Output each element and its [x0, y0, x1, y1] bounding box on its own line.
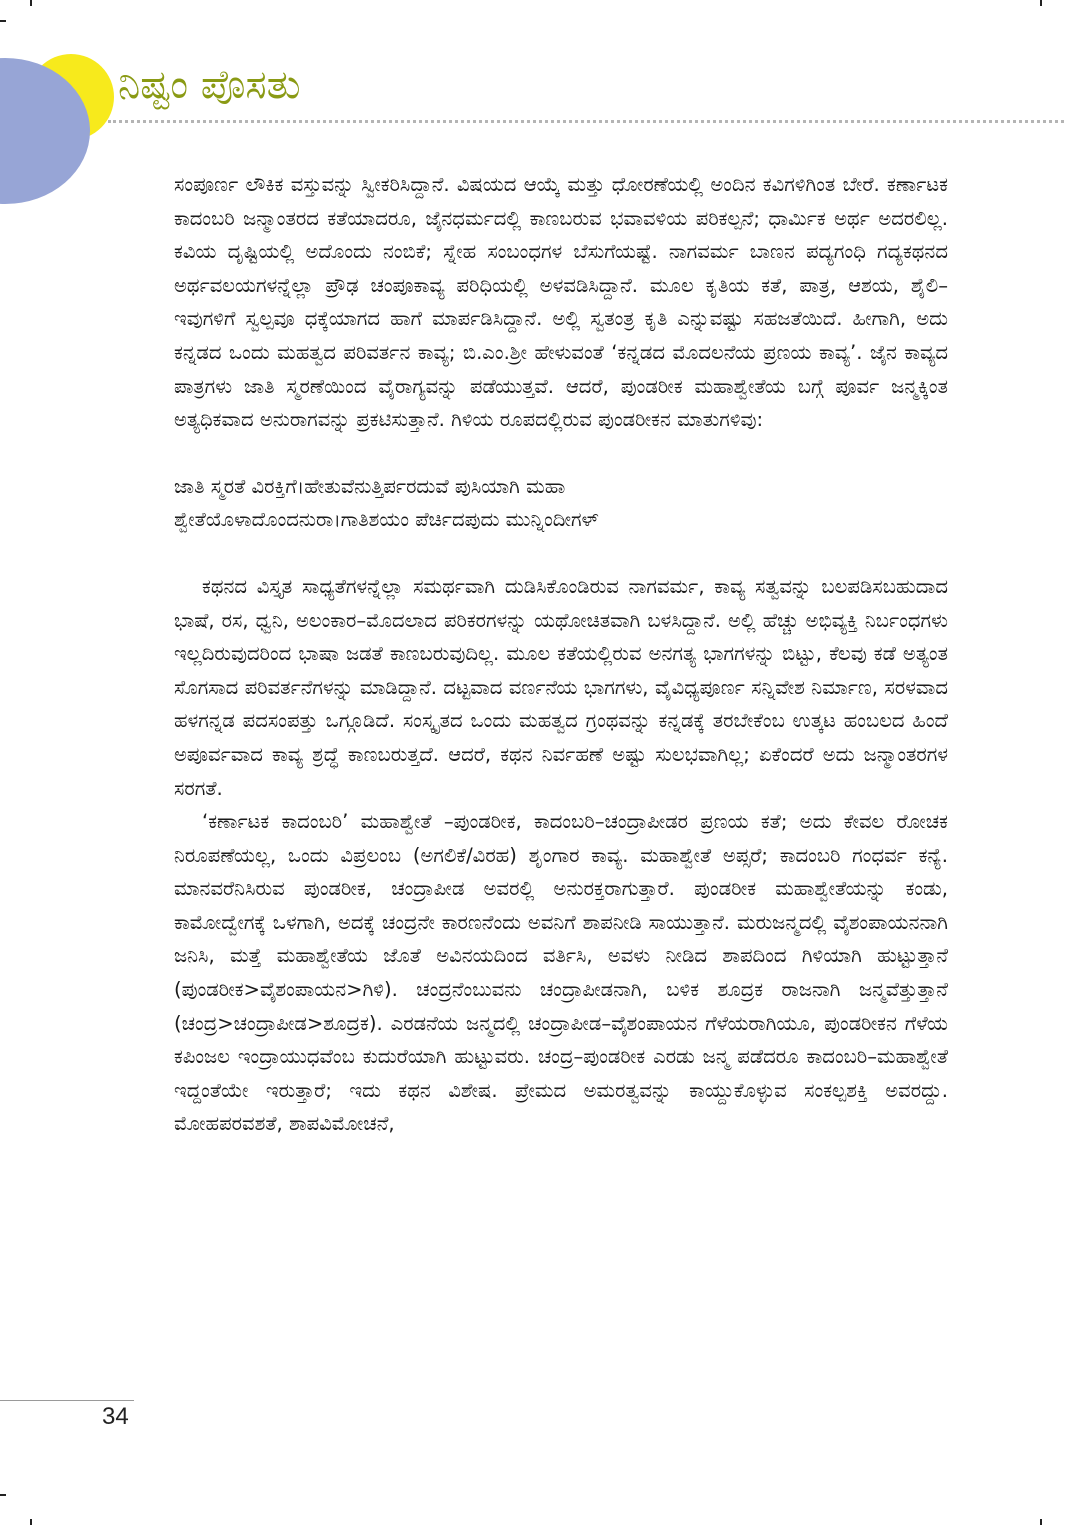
crop-mark [1040, 1519, 1042, 1525]
spacer [174, 437, 948, 470]
paragraph-1: ಸಂಪೂರ್ಣ ಲೌಕಿಕ ವಸ್ತುವನ್ನು ಸ್ವೀಕರಿಸಿದ್ದಾನೆ. ವಿಷಯದ ಆಯ್ಕೆ ಮತ್ತು ಧೋರಣೆಯಲ್ಲಿ ಅಂದಿನ ಕವಿಗಳಿಗಿಂತ ಬೇರೆ. ಕರ್ಣಾಟಕ ಕಾದಂಬರಿ ಜನ್ಮಾಂತರದ ಕತೆಯಾದರೂ, ಜೈನಧರ್ಮದಲ್ಲಿ ಕಾಣಬರುವ ಭವಾವಳಿಯ ಪರಿಕಲ್ಪನೆ; ಧಾರ್ಮಿಕ ಅರ್ಥ ಅದರಲಿಲ್ಲ. ಕವಿಯ ದೃಷ್ಟಿಯಲ್ಲಿ ಅದೊಂದು ನಂಬಿಕೆ; ಸ್ನೇಹ ಸಂಬಂಧಗಳ ಬೆಸುಗೆಯಷ್ಟೆ. ನಾಗವರ್ಮ ಬಾಣನ ಪದ್ಯಗಂಧಿ ಗದ್ಯಕಥನದ ಅರ್ಥವಲಯಗಳನ್ನೆಲ್ಲಾ ಪ್ರೌಢ ಚಂಪೂಕಾವ್ಯ ಪರಿಧಿಯಲ್ಲಿ ಅಳವಡಿಸಿದ್ದಾನೆ. ಮೂಲ ಕೃತಿಯ ಕತೆ, ಪಾತ್ರ, ಆಶಯ, ಶೈಲಿ–ಇವುಗಳಿಗೆ ಸ್ವಲ್ಪವೂ ಧಕ್ಕೆಯಾಗದ ಹಾಗೆ ಮಾರ್ಪಡಿಸಿದ್ದಾನೆ. ಅಲ್ಲಿ ಸ್ವತಂತ್ರ ಕೃತಿ ಎನ್ನುವಷ್ಟು ಸಹಜತೆಯಿದೆ. ಹೀಗಾಗಿ, ಅದು ಕನ್ನಡದ ಒಂದು ಮಹತ್ವದ ಪರಿವರ್ತನ ಕಾವ್ಯ; ಬಿ.ಎಂ.ಶ್ರೀ ಹೇಳುವಂತೆ ‘ಕನ್ನಡದ ಮೊದಲನೆಯ ಪ್ರಣಯ ಕಾವ್ಯ’. ಜೈನ ಕಾವ್ಯದ ಪಾತ್ರಗಳು ಜಾತಿ ಸ್ಮರಣೆಯಿಂದ ವೈರಾಗ್ಯವನ್ನು ಪಡೆಯುತ್ತವೆ. ಆದರೆ, ಪುಂಡರೀಕ ಮಹಾಶ್ವೇತೆಯ ಬಗ್ಗೆ ಪೂರ್ವ ಜನ್ಮಕ್ಕಿಂತ ಅತ್ಯಧಿಕವಾದ ಅನುರಾಗವನ್ನು ಪ್ರಕಟಿಸುತ್ತಾನೆ. ಗಿಳಿಯ ರೂಪದಲ್ಲಿರುವ ಪುಂಡರೀಕನ ಮಾತುಗಳಿವು: [174, 173, 948, 432]
paragraph-3: ‘ಕರ್ಣಾಟಕ ಕಾದಂಬರಿ’ ಮಹಾಶ್ವೇತೆ –ಪುಂಡರೀಕ, ಕಾದಂಬರಿ–ಚಂದ್ರಾಪೀಡರ ಪ್ರಣಯ ಕತೆ; ಅದು ಕೇವಲ ರೋಚಕ ನಿರೂಪಣೆಯಲ್ಲ, ಒಂದು ವಿಪ್ರಲಂಬ (ಅಗಲಿಕೆ/ವಿರಹ) ಶೃಂಗಾರ ಕಾವ್ಯ. ಮಹಾಶ್ವೇತೆ ಅಪ್ಸರೆ; ಕಾದಂಬರಿ ಗಂಧರ್ವ ಕನ್ಯೆ. ಮಾನವರೆನಿಸಿರುವ ಪುಂಡರೀಕ, ಚಂದ್ರಾಪೀಡ ಅವರಲ್ಲಿ ಅನುರಕ್ತರಾಗುತ್ತಾರೆ. ಪುಂಡರೀಕ ಮಹಾಶ್ವೇತೆಯನ್ನು ಕಂಡು, ಕಾಮೋದ್ವೇಗಕ್ಕೆ ಒಳಗಾಗಿ, ಅದಕ್ಕೆ ಚಂದ್ರನೇ ಕಾರಣನೆಂದು ಅವನಿಗೆ ಶಾಪನೀಡಿ ಸಾಯುತ್ತಾನೆ. ಮರುಜನ್ಮದಲ್ಲಿ ವೈಶಂಪಾಯನನಾಗಿ ಜನಿಸಿ, ಮತ್ತೆ ಮಹಾಶ್ವೇತೆಯ ಜೊತೆ ಅವಿನಯದಿಂದ ವರ್ತಿಸಿ, ಅವಳು ನೀಡಿದ ಶಾಪದಿಂದ ಗಿಳಿಯಾಗಿ ಹುಟ್ಟುತ್ತಾನೆ (ಪುಂಡರೀಕ>ವೈಶಂಪಾಯನ>ಗಿಳಿ). ಚಂದ್ರನೆಂಬುವನು ಚಂದ್ರಾಪೀಡನಾಗಿ, ಬಳಿಕ ಶೂದ್ರಕ ರಾಜನಾಗಿ ಜನ್ಮವೆತ್ತುತ್ತಾನೆ (ಚಂದ್ರ>ಚಂದ್ರಾಪೀಡ>ಶೂದ್ರಕ). ಎರಡನೆಯ ಜನ್ಮದಲ್ಲಿ ಚಂದ್ರಾಪೀಡ–ವೈಶಂಪಾಯನ ಗೆಳೆಯರಾಗಿಯೂ, ಪುಂಡರೀಕನ ಗೆಳೆಯ ಕಪಿಂಜಲ ಇಂದ್ರಾಯುಧವೆಂಬ ಕುದುರೆಯಾಗಿ ಹುಟ್ಟುವರು. ಚಂದ್ರ–ಪುಂಡರೀಕ ಎರಡು ಜನ್ಮ ಪಡೆದರೂ ಕಾದಂಬರಿ–ಮಹಾಶ್ವೇತೆ ಇದ್ದಂತೆಯೇ ಇರುತ್ತಾರೆ; ಇದು ಕಥನ ವಿಶೇಷ. ಪ್ರೇಮದ ಅಮರತ್ವವನ್ನು ಕಾಯ್ದುಕೊಳ್ಳುವ ಸಂಕಲ್ಪಶಕ್ತಿ ಅವರದ್ದು. ಮೋಹಪರವಶತೆ, ಶಾಪವಿಮೋಚನೆ, [174, 810, 948, 1136]
footer-rule [0, 1400, 134, 1401]
page-number: 34 [102, 1403, 129, 1430]
crop-mark [30, 1519, 32, 1525]
main-text [174, 168, 948, 1141]
crop-mark [30, 0, 32, 6]
spacer [174, 537, 948, 570]
verse-line-1: ಜಾತಿ ಸ್ಮರತೆ ವಿರಕ್ತಿಗೆ।ಹೇತುವೆನುತ್ತಿರ್ಪರದುವೆ ಪುಸಿಯಾಗಿ ಮಹಾ [174, 474, 566, 498]
section-title: ನಿಷ್ಟಂ ಪೊಸತು [118, 62, 301, 108]
crop-mark [1040, 0, 1042, 6]
crop-mark [0, 1494, 6, 1496]
crop-mark [0, 20, 6, 22]
paragraph-2: ಕಥನದ ವಿಸ್ತೃತ ಸಾಧ್ಯತೆಗಳನ್ನೆಲ್ಲಾ ಸಮರ್ಥವಾಗಿ ದುಡಿಸಿಕೊಂಡಿರುವ ನಾಗವರ್ಮ, ಕಾವ್ಯ ಸತ್ವವನ್ನು ಬಲಪಡಿಸಬಹುದಾದ ಭಾಷೆ, ರಸ, ಧ್ವನಿ, ಅಲಂಕಾರ–ಮೊದಲಾದ ಪರಿಕರಗಳನ್ನು ಯಥೋಚಿತವಾಗಿ ಬಳಸಿದ್ದಾನೆ. ಅಲ್ಲಿ ಹೆಚ್ಚು ಅಭಿವ್ಯಕ್ತಿ ನಿರ್ಬಂಧಗಳು ಇಲ್ಲದಿರುವುದರಿಂದ ಭಾಷಾ ಜಡತೆ ಕಾಣಬರುವುದಿಲ್ಲ. ಮೂಲ ಕತೆಯಲ್ಲಿರುವ ಅನಗತ್ಯ ಭಾಗಗಳನ್ನು ಬಿಟ್ಟು, ಕೆಲವು ಕಡೆ ಅತ್ಯಂತ ಸೊಗಸಾದ ಪರಿವರ್ತನೆಗಳನ್ನು ಮಾಡಿದ್ದಾನೆ. ದಟ್ಟವಾದ ವರ್ಣನೆಯ ಭಾಗಗಳು, ವೈವಿಧ್ಯಪೂರ್ಣ ಸನ್ನಿವೇಶ ನಿರ್ಮಾಣ, ಸರಳವಾದ ಹಳಗನ್ನಡ ಪದಸಂಪತ್ತು ಒಗ್ಗೂಡಿದೆ. ಸಂಸ್ಕೃತದ ಒಂದು ಮಹತ್ವದ ಗ್ರಂಥವನ್ನು ಕನ್ನಡಕ್ಕೆ ತರಬೇಕೆಂಬ ಉತ್ಕಟ ಹಂಬಲದ ಹಿಂದೆ ಅಪೂರ್ವವಾದ ಕಾವ್ಯ ಶ್ರದ್ಧೆ ಕಾಣಬರುತ್ತದೆ. ಆದರೆ, ಕಥನ ನಿರ್ವಹಣೆ ಅಷ್ಟು ಸುಲಭವಾಗಿಲ್ಲ; ಏಕೆಂದರೆ ಅದು ಜನ್ಮಾಂತರಗಳ ಸರಗತೆ. [174, 574, 948, 800]
dotted-divider [108, 120, 1064, 123]
verse-line-2: ಶ್ವೇತೆಯೊಳಾದೊಂದನುರಾ।ಗಾತಿಶಯಂ ಪೆರ್ಚಿದಪುದು ಮುನ್ನಿಂದೀಗಳ್ [174, 508, 599, 532]
